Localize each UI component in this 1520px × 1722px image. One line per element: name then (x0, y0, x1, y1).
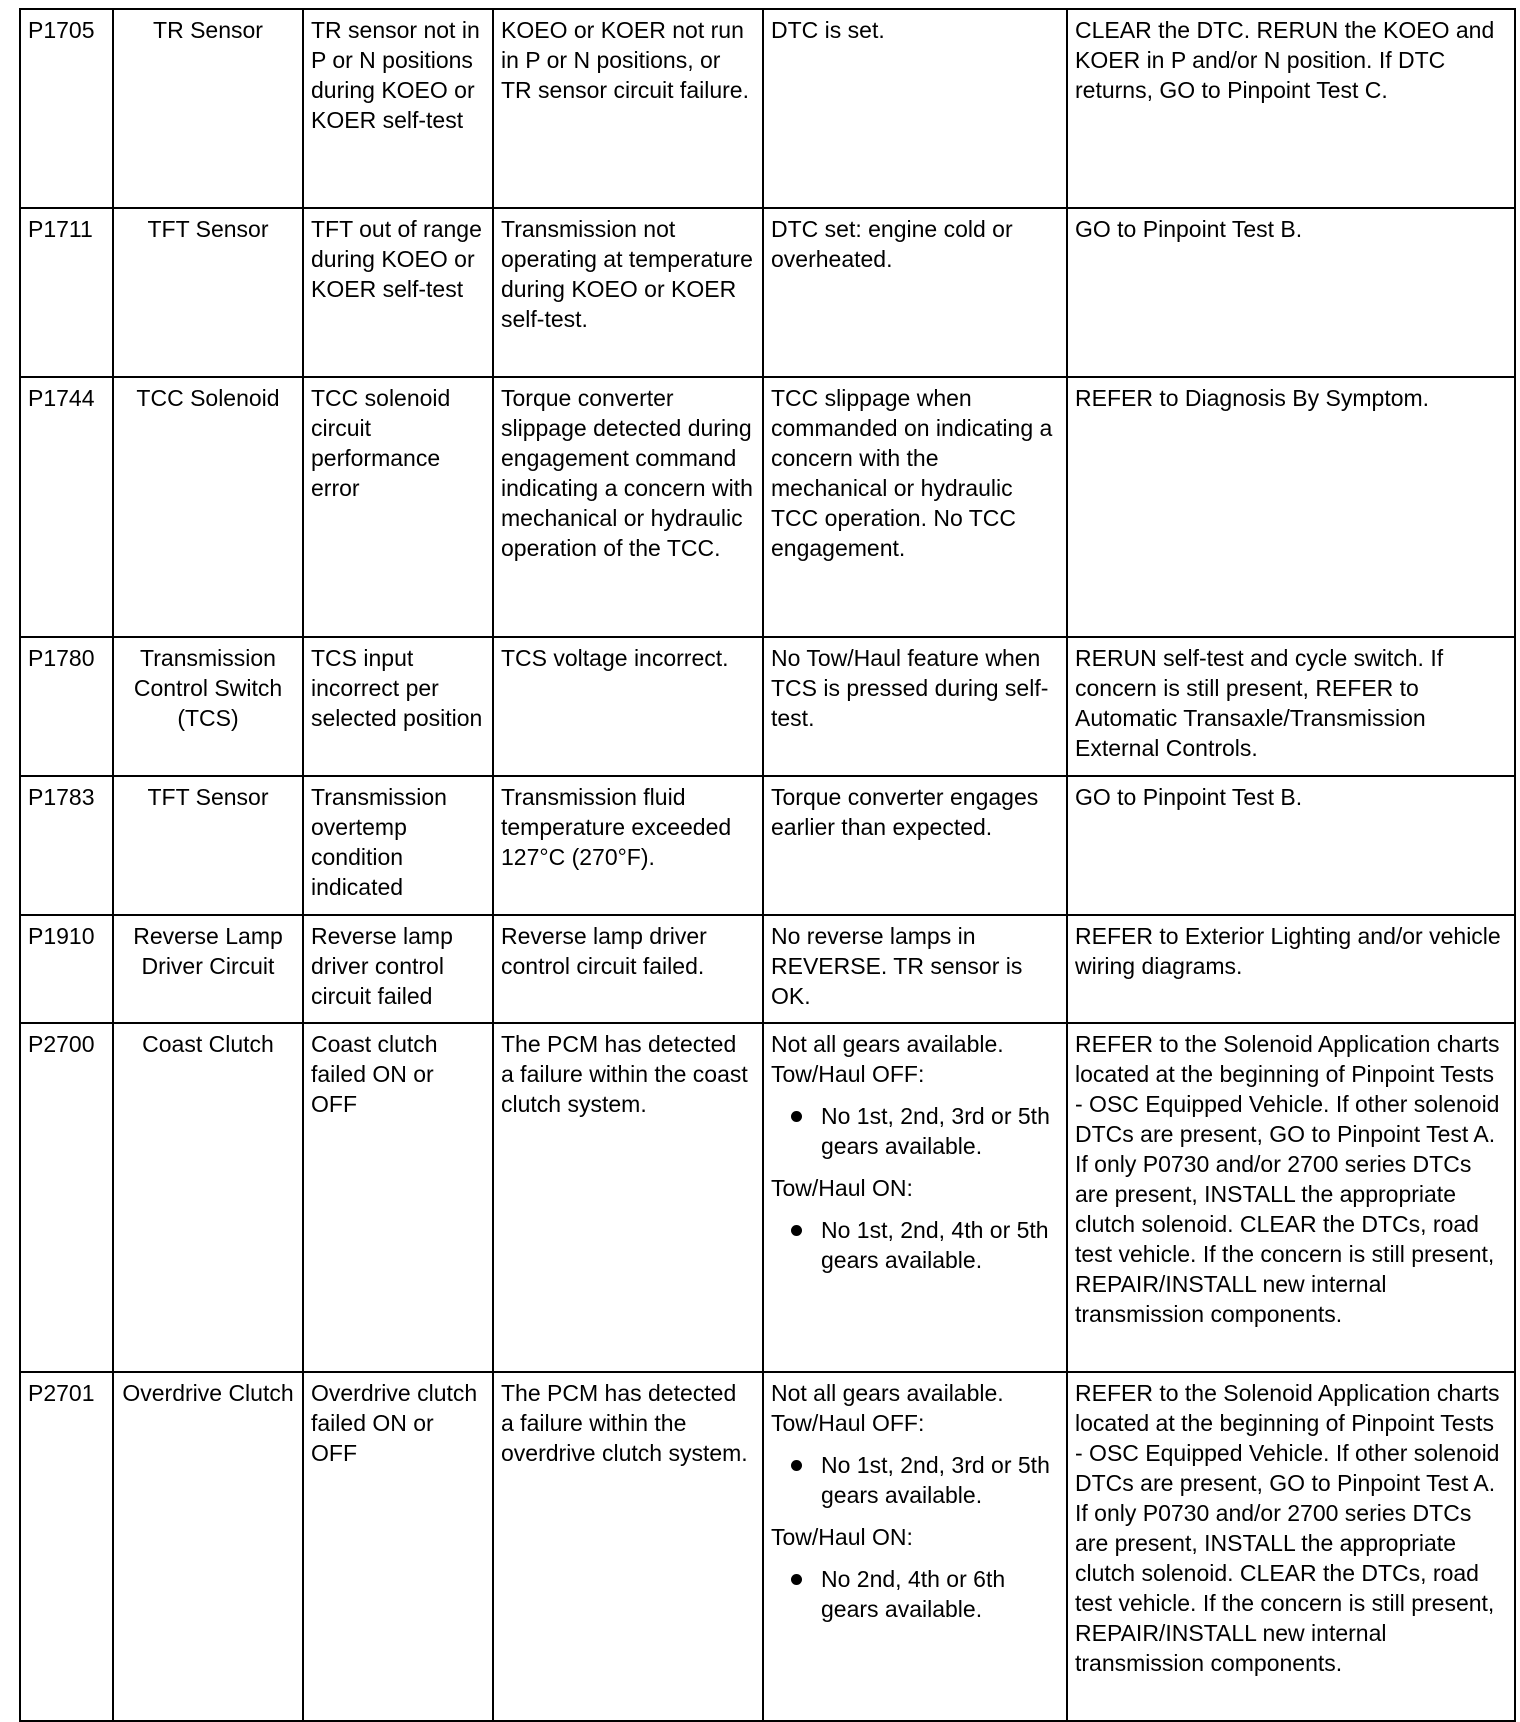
tow-haul-off-list (771, 1450, 1059, 1510)
dtc-code: P1783 (20, 776, 113, 915)
dtc-action: RERUN self-test and cycle switch. If concern is still present, REFER to Automatic Transaxle/Transmission External Controls. (1067, 637, 1515, 776)
dtc-code: P1705 (20, 9, 113, 208)
dtc-code: P1780 (20, 637, 113, 776)
dtc-action: REFER to Diagnosis By Symptom. (1067, 377, 1515, 637)
dtc-description: Overdrive clutch failed ON or OFF (303, 1372, 493, 1721)
table-row (20, 377, 1515, 637)
dtc-symptom (763, 1023, 1067, 1372)
dtc-action: REFER to Exterior Lighting and/or vehicle wiring diagrams. (1067, 915, 1515, 1023)
component-name: Reverse Lamp Driver Circuit (113, 915, 303, 1023)
tow-haul-off-label: Tow/Haul OFF: (771, 1061, 925, 1087)
dtc-condition: Transmission fluid temperature exceeded 127°C (270°F). (493, 776, 763, 915)
table-row (20, 1023, 1515, 1372)
bullet-icon (791, 1225, 802, 1236)
dtc-code: P1910 (20, 915, 113, 1023)
table-row (20, 637, 1515, 776)
dtc-code: P2701 (20, 1372, 113, 1721)
bullet-icon (791, 1574, 802, 1585)
symptom-intro: Not all gears available. (771, 1031, 1004, 1057)
dtc-condition: Reverse lamp driver control circuit failed. (493, 915, 763, 1023)
dtc-table (19, 8, 1516, 1722)
dtc-condition: The PCM has detected a failure within the coast clutch system. (493, 1023, 763, 1372)
list-item-text: No 1st, 2nd, 4th or 5th gears available. (821, 1217, 1049, 1273)
list-item-text: No 1st, 2nd, 3rd or 5th gears available. (821, 1452, 1050, 1508)
list-item (771, 1450, 1059, 1510)
table-row (20, 208, 1515, 377)
dtc-action: GO to Pinpoint Test B. (1067, 776, 1515, 915)
dtc-description: Reverse lamp driver control circuit failed (303, 915, 493, 1023)
dtc-description: TFT out of range during KOEO or KOER self-test (303, 208, 493, 377)
component-name: Transmission Control Switch (TCS) (113, 637, 303, 776)
dtc-action: REFER to the Solenoid Application charts located at the beginning of Pinpoint Tests - OSC Equipped Vehicle. If other solenoid DTCs are present, GO to Pinpoint Test A. If only P0730 and/or 2700 series DTCs are present, INSTALL the appropriate clutch solenoid. CLEAR the DTCs, road test vehicle. If the concern is still present, REPAIR/INSTALL new internal transmission components. (1067, 1023, 1515, 1372)
tow-haul-on-label: Tow/Haul ON: (771, 1175, 913, 1201)
tow-haul-off-list (771, 1101, 1059, 1161)
list-item (771, 1564, 1059, 1624)
list-item (771, 1101, 1059, 1161)
component-name: TFT Sensor (113, 208, 303, 377)
table-row (20, 9, 1515, 208)
dtc-condition: TCS voltage incorrect. (493, 637, 763, 776)
component-name: Coast Clutch (113, 1023, 303, 1372)
table-row (20, 1372, 1515, 1721)
dtc-action: GO to Pinpoint Test B. (1067, 208, 1515, 377)
bullet-icon (791, 1111, 802, 1122)
dtc-symptom: DTC set: engine cold or overheated. (763, 208, 1067, 377)
dtc-symptom: TCC slippage when commanded on indicating a concern with the mechanical or hydraulic TCC operation. No TCC engagement. (763, 377, 1067, 637)
tow-haul-on-label: Tow/Haul ON: (771, 1524, 913, 1550)
dtc-condition: KOEO or KOER not run in P or N positions, or TR sensor circuit failure. (493, 9, 763, 208)
table-row (20, 915, 1515, 1023)
dtc-condition: The PCM has detected a failure within the overdrive clutch system. (493, 1372, 763, 1721)
dtc-code: P2700 (20, 1023, 113, 1372)
dtc-symptom: No reverse lamps in REVERSE. TR sensor is OK. (763, 915, 1067, 1023)
dtc-description: TR sensor not in P or N positions during KOEO or KOER self-test (303, 9, 493, 208)
dtc-code: P1744 (20, 377, 113, 637)
symptom-intro: Not all gears available. (771, 1380, 1004, 1406)
dtc-condition: Transmission not operating at temperature during KOEO or KOER self-test. (493, 208, 763, 377)
bullet-icon (791, 1460, 802, 1471)
dtc-description: Coast clutch failed ON or OFF (303, 1023, 493, 1372)
dtc-description: TCS input incorrect per selected position (303, 637, 493, 776)
list-item-text: No 2nd, 4th or 6th gears available. (821, 1566, 1006, 1622)
component-name: TFT Sensor (113, 776, 303, 915)
dtc-symptom: Torque converter engages earlier than expected. (763, 776, 1067, 915)
component-name: Overdrive Clutch (113, 1372, 303, 1721)
dtc-description: Transmission overtemp condition indicated (303, 776, 493, 915)
table-row (20, 776, 1515, 915)
dtc-symptom: DTC is set. (763, 9, 1067, 208)
component-name: TCC Solenoid (113, 377, 303, 637)
component-name: TR Sensor (113, 9, 303, 208)
dtc-description: TCC solenoid circuit performance error (303, 377, 493, 637)
dtc-condition: Torque converter slippage detected during engagement command indicating a concern with mechanical or hydraulic operation of the TCC. (493, 377, 763, 637)
tow-haul-off-label: Tow/Haul OFF: (771, 1410, 925, 1436)
dtc-action: REFER to the Solenoid Application charts located at the beginning of Pinpoint Tests - OSC Equipped Vehicle. If other solenoid DTCs are present, GO to Pinpoint Test A. If only P0730 and/or 2700 series DTCs are present, INSTALL the appropriate clutch solenoid. CLEAR the DTCs, road test vehicle. If the concern is still present, REPAIR/INSTALL new internal transmission components. (1067, 1372, 1515, 1721)
dtc-symptom (763, 1372, 1067, 1721)
list-item (771, 1215, 1059, 1275)
tow-haul-on-list (771, 1215, 1059, 1275)
dtc-symptom: No Tow/Haul feature when TCS is pressed during self-test. (763, 637, 1067, 776)
list-item-text: No 1st, 2nd, 3rd or 5th gears available. (821, 1103, 1050, 1159)
dtc-action: CLEAR the DTC. RERUN the KOEO and KOER in P and/or N position. If DTC returns, GO to Pinpoint Test C. (1067, 9, 1515, 208)
dtc-code: P1711 (20, 208, 113, 377)
tow-haul-on-list (771, 1564, 1059, 1624)
